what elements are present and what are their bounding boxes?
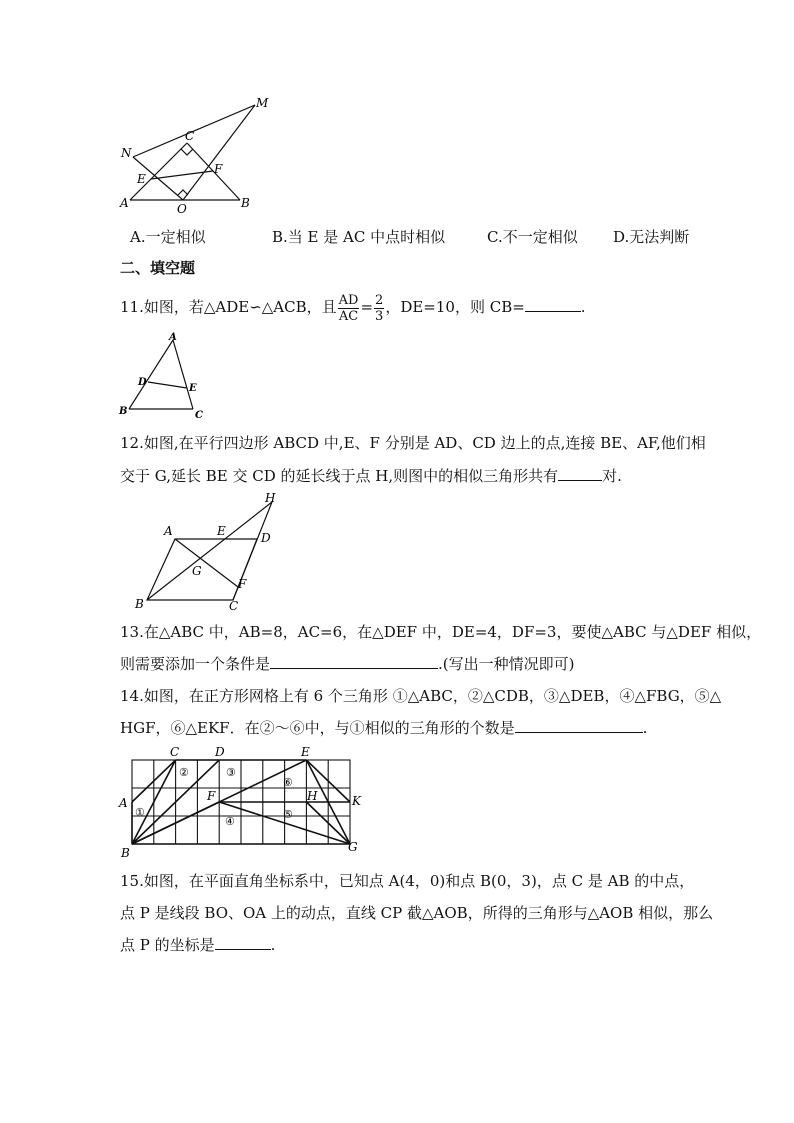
label-a: A [169,332,177,343]
question-15-line-1: 15.如图，在平面直角坐标系中，已知点 A(4，0)和点 B(0，3)，点 C 是 AB 的中点， [120,872,695,890]
question-12-line-2 [120,464,622,487]
label-e: E [137,172,146,186]
q10-option-a: A.一定相似 [130,228,206,246]
q11-end: . [580,298,586,316]
q13-line2-suffix: .(写出一种情况即可) [438,655,575,673]
label-b: B [121,846,130,860]
segment-de [148,382,187,388]
q11-prefix: 11.如图，若△ADE∽△ACB，且 [120,298,337,316]
frac-numerator: AD [338,292,359,308]
label-a: A [120,196,129,210]
figure-q12 [130,490,290,615]
segment-ef [151,171,213,179]
q15-line3-prefix: 点 P 的坐标是 [120,936,215,954]
label-b: B [241,196,250,210]
segment-ac [173,340,193,409]
q12-line2-suffix: 对. [602,467,622,485]
q11-equals: = [360,298,374,316]
question-14-line-1: 14.如图，在正方形网格上有 6 个三角形 ①△ABC，②△CDB，③△DEB，④△FBG，⑤△ [120,687,722,705]
label-e: E [189,383,197,394]
triangle-number-1: ① [135,806,145,819]
label-f: F [238,577,247,591]
q14-answer-blank [515,716,643,733]
label-f: F [214,162,223,176]
label-h: H [265,491,276,505]
label-b: B [119,406,128,417]
triangle-number-4: ④ [225,815,235,828]
q11-suffix: ，DE=10，则 CB= [385,298,525,316]
triangle-number-6: ⑥ [283,776,293,789]
triangle-number-2: ② [179,766,189,779]
frac-denominator: AC [338,308,359,324]
label-m: M [256,96,269,110]
q12-answer-blank [558,464,602,481]
question-15-line-3 [120,933,275,956]
segment-ab [129,340,173,409]
frac-value-numerator: 2 [375,292,384,308]
label-g: G [192,564,202,578]
figure-q14-grid [115,745,370,860]
segment-af [175,539,238,587]
q11-fraction-ad-ac [338,293,360,324]
label-a: A [119,796,128,810]
q13-line2-prefix: 则需要添加一个条件是 [120,655,271,673]
section-title: 二、填空题 [120,259,196,277]
question-13-line-2 [120,652,575,675]
triangle-number-5: ⑤ [283,808,293,821]
segment-bh [147,502,272,600]
q13-answer-blank [270,652,438,669]
q10-option-d: D.无法判断 [613,228,690,246]
frac-value-denominator: 3 [375,308,384,324]
q11-answer-blank [525,295,581,312]
question-14-line-2 [120,716,647,739]
q12-line2-prefix: 交于 G,延长 BE 交 CD 的延长线于点 H,则图中的相似三角形共有 [120,467,559,485]
label-c: C [170,745,180,759]
q14-line2-prefix: HGF，⑥△EKF．在②～⑥中，与①相似的三角形的个数是 [120,719,515,737]
label-c: C [185,129,195,143]
label-o: O [177,202,187,216]
label-a: A [164,524,173,538]
label-e: E [301,745,310,759]
q14-line2-suffix: . [642,719,648,737]
q11-fraction-2-3 [374,293,384,324]
q15-answer-blank [215,933,271,950]
question-15-line-2: 点 P 是线段 BO、OA 上的动点，直线 CP 截△AOB，所得的三角形与△AOB 相似，那么 [120,904,714,922]
label-b: B [135,597,144,611]
label-h: H [307,789,318,803]
label-n: N [121,146,132,160]
q15-line3-suffix: . [270,936,276,954]
label-c: C [195,410,203,421]
question-12-line-1: 12.如图,在平行四边形 ABCD 中,E、F 分别是 AD、CD 边上的点,连接 BE、AF,他们相 [120,434,706,452]
question-13-line-1: 13.在△ABC 中，AB=8，AC=6，在△DEF 中，DE=4，DF=3，要使△ABC 与△DEF 相似， [120,623,762,641]
q10-option-b: B.当 E 是 AC 中点时相似 [272,228,446,246]
label-d: D [215,745,225,759]
label-e: E [217,524,226,538]
label-d: D [261,531,271,545]
segment-om [183,105,255,200]
label-d: D [138,377,147,388]
label-c: C [229,599,239,613]
label-k: K [352,794,361,808]
triangle-number-3: ③ [226,766,236,779]
label-f: F [207,789,216,803]
right-angle-c [181,149,193,155]
label-g: G [348,840,358,854]
right-angle-o [178,190,188,195]
question-11 [120,288,586,326]
q10-option-c: C.不一定相似 [487,228,578,246]
figure-q10 [115,95,275,220]
figure-q11 [115,330,215,422]
